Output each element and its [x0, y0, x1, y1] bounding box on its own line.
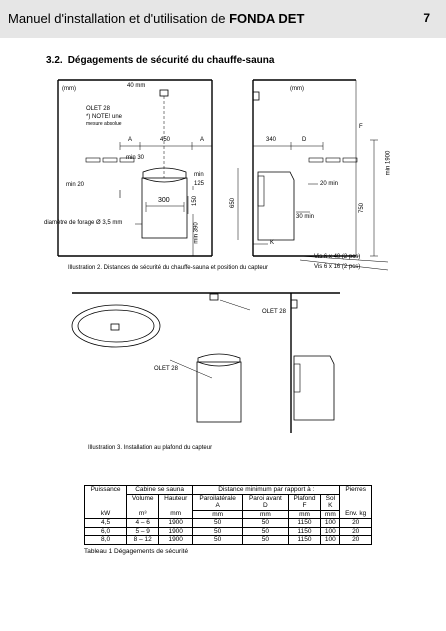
- label-dim-750: 750: [359, 202, 366, 214]
- label-min-40: 40 mm: [127, 83, 146, 89]
- table-header-row-1: [85, 486, 372, 495]
- sensor-box-left: [160, 90, 168, 96]
- label-olet-28-bottom: OLET 28: [154, 366, 178, 372]
- table-cell: 1150: [288, 536, 321, 545]
- table-cell: 100: [321, 519, 340, 528]
- table-cell: 50: [243, 536, 289, 545]
- label-note-2: mesure absolue: [86, 121, 122, 127]
- label-min-20-left: min 20: [66, 182, 85, 188]
- label-dim-150: 150: [192, 195, 199, 207]
- table-cell: 20: [340, 527, 372, 536]
- side-dims: [238, 80, 388, 270]
- label-drill: diamètre de forage Ø 3,5 mm: [44, 220, 123, 226]
- ill3-sensor-right: [291, 300, 297, 308]
- label-note: *) NOTE! une: [86, 114, 123, 120]
- table-cell: 4 – 6: [127, 519, 159, 528]
- unit-cell: m³: [127, 510, 159, 519]
- label-dim-k: K: [270, 240, 275, 246]
- ill2-left-view: [58, 80, 212, 256]
- th-puissance: Puissance: [85, 486, 127, 495]
- unit-cell: mm: [159, 510, 193, 519]
- label-screw-16: Vis 6 x 16 (2 pcs): [314, 264, 361, 270]
- table-units-row: [85, 510, 372, 519]
- safety-distances-table: [84, 485, 372, 545]
- th-k: K: [321, 502, 340, 510]
- heater-side-view: [258, 172, 294, 240]
- wall-benches-right: [309, 158, 357, 162]
- table-cell: 20: [340, 519, 372, 528]
- table-row: [85, 527, 372, 536]
- dimension-450: [120, 142, 212, 150]
- unit-cell: kW: [85, 510, 127, 519]
- label-min-390: min 390: [193, 222, 200, 244]
- ill3-walls: [72, 293, 340, 433]
- table-cell: 6,0: [85, 527, 127, 536]
- label-dim-450: 450: [160, 137, 171, 143]
- page-number: 7: [423, 11, 430, 25]
- illustration-3-caption: Illustration 3. Installation au plafond du capteur: [88, 445, 213, 451]
- ill3-top-view: [72, 305, 160, 347]
- table-cell: 50: [193, 519, 243, 528]
- table-cell: 50: [243, 519, 289, 528]
- label-olet-28-top: OLET 28: [262, 309, 286, 315]
- label-dim-d: D: [302, 137, 307, 143]
- illustration-2-caption: Illustration 2. Distances de sécurité du chauffe-sauna et position du capteur: [68, 265, 269, 271]
- th-paroi-laterale: Paroilatérale: [193, 494, 243, 502]
- label-dim-f: F: [359, 124, 363, 130]
- table-cell: 8 – 12: [127, 536, 159, 545]
- table-cell: 1900: [159, 527, 193, 536]
- label-dim-a-left: A: [128, 137, 133, 143]
- th-distance: Distance minimum par rapport à :: [193, 486, 340, 495]
- sensor-box-right: [253, 92, 259, 100]
- th-hauteur: Hauteur: [159, 494, 193, 502]
- table-cell: 50: [243, 527, 289, 536]
- unit-cell: mm: [193, 510, 243, 519]
- th-a: A: [193, 502, 243, 510]
- table-cell: 100: [321, 527, 340, 536]
- label-dim-a-right: A: [200, 137, 205, 143]
- label-dim-340: 340: [266, 137, 277, 143]
- table-cell: 1150: [288, 527, 321, 536]
- table-cell: 5 – 9: [127, 527, 159, 536]
- label-dim-650: 650: [230, 197, 237, 209]
- th-plafond: Plafond: [288, 494, 321, 502]
- table-header-row-2: [85, 494, 372, 502]
- table-cell: 4,5: [85, 519, 127, 528]
- label-min-1900: min 1900: [385, 150, 392, 176]
- table-cell: 20: [340, 536, 372, 545]
- table-cell: 1900: [159, 536, 193, 545]
- th-cabine: Cabine se sauna: [127, 486, 193, 495]
- ill3-leaders: [170, 300, 250, 378]
- ill2-right-view: [253, 80, 356, 256]
- header-product-name: FONDA DET: [229, 11, 305, 26]
- ill3-heater-right: [294, 356, 334, 420]
- label-dim-300: 300: [158, 197, 170, 204]
- header-title-prefix: Manuel d'installation et d'utilisation de: [8, 11, 226, 26]
- label-min-125-a: min: [194, 172, 204, 178]
- label-min-20-right: 20 min: [320, 181, 339, 187]
- table-caption: Tableau 1 Dégagements de sécurité: [84, 548, 189, 555]
- unit-cell: mm: [243, 510, 289, 519]
- ill3-sensor-left: [210, 294, 218, 300]
- th-sol: Sol: [321, 494, 340, 502]
- label-min-30: min 30: [126, 155, 145, 161]
- table-row: [85, 536, 372, 545]
- table-cell: 50: [193, 527, 243, 536]
- section-number: 3.2.: [46, 55, 63, 66]
- table-cell: 1150: [288, 519, 321, 528]
- label-mm-right: (mm): [290, 86, 304, 92]
- th-pierres: Pierres: [340, 486, 372, 495]
- table-header-row-3: [85, 502, 372, 510]
- table-cell: 8,0: [85, 536, 127, 545]
- th-volume: Volume: [127, 494, 159, 502]
- section-title: Dégagements de sécurité du chauffe-sauna: [67, 55, 275, 66]
- label-olet-28: OLET 28: [86, 106, 110, 112]
- label-125: 125: [194, 181, 205, 187]
- label-mm-left: (mm): [62, 86, 76, 92]
- ill3-heater-left: [197, 354, 241, 422]
- unit-cell: Env. kg: [340, 510, 372, 519]
- table-cell: 100: [321, 536, 340, 545]
- unit-cell: mm: [321, 510, 340, 519]
- th-f: F: [288, 502, 321, 510]
- label-min-30-right: 30 min: [296, 214, 315, 220]
- table-cell: 1900: [159, 519, 193, 528]
- table-row: [85, 519, 372, 528]
- label-screw-40: Vis 6 x 40 (2 pcs): [314, 254, 361, 260]
- table-cell: 50: [193, 536, 243, 545]
- unit-cell: mm: [288, 510, 321, 519]
- th-d: D: [243, 502, 289, 510]
- th-paroi-avant: Paroi avant: [243, 494, 289, 502]
